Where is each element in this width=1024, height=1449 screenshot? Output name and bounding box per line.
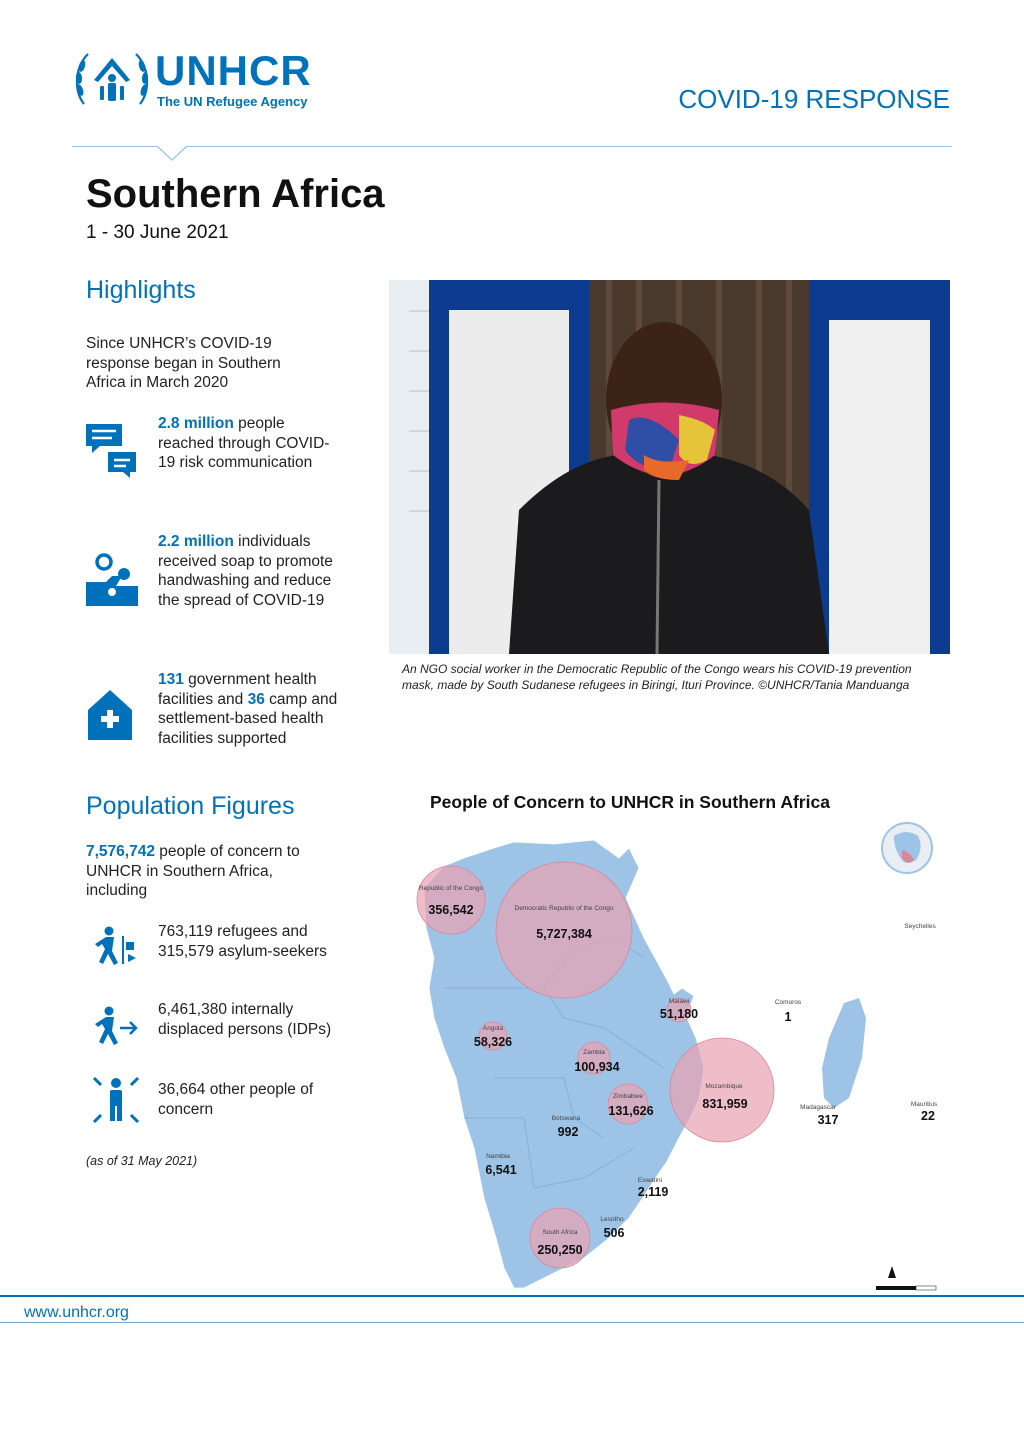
map-country-label-south-africa: South Africa (542, 1229, 578, 1236)
highlight-item-soap (158, 532, 340, 610)
map-country-label-namibia: Namibia (486, 1153, 510, 1160)
map-country-label-zimbabwe: Zimbabwe (613, 1093, 643, 1100)
map-value-label-zambia: 100,934 (574, 1060, 620, 1074)
population-item-idps: 6,461,380 internally displaced persons (IDPs) (158, 1001, 332, 1038)
highlight-value: 2.8 million (158, 415, 234, 432)
highlights-intro: Since UNHCR’s COVID-19 response began in Southern Africa in March 2020 (86, 335, 281, 391)
map-country-label-mozambique: Mozambique (705, 1083, 743, 1090)
map-country-label-eswatini: Eswatini (637, 1177, 663, 1184)
soap-hands-icon (84, 552, 140, 608)
map-value-label-mozambique: 831,959 (702, 1097, 748, 1111)
map-country-label-republic-of-the-congo: Republic of the Congo (418, 885, 484, 892)
map-value-label-democratic-republic-of-the-congo: 5,727,384 (536, 927, 592, 941)
caret-down-icon (157, 146, 187, 162)
map-country-label-seychelles: Seychelles (904, 923, 936, 930)
map-bubble-south-africa (530, 1208, 590, 1268)
date-range: 1 - 30 June 2021 (86, 222, 229, 243)
map-title: People of Concern to UNHCR in Southern Africa (430, 792, 830, 812)
map-value-label-angola: 58,326 (473, 1035, 513, 1049)
map-value-label-zimbabwe: 131,626 (608, 1104, 654, 1118)
highlight-text-2: camp and settlement-based health facilities supported (158, 690, 338, 747)
highlight-text: individuals received soap to promote handwashing and reduce the spread of COVID-19 (158, 533, 333, 609)
highlight-value-2: 36 (247, 690, 265, 708)
highlight-value: 2.2 million (158, 533, 234, 550)
logo-tagline: The UN Refugee Agency (157, 94, 308, 109)
map-country-label-democratic-republic-of-the-congo: Democratic Republic of the Congo (514, 905, 614, 912)
map-value-label-south-africa: 250,250 (537, 1243, 583, 1257)
map-country-label-botswana: Botswana (551, 1115, 581, 1122)
refugee-icon (94, 926, 140, 972)
map-country-label-angola: Angola (482, 1025, 504, 1032)
photo-illustration (389, 280, 950, 654)
photo-caption: An NGO social worker in the Democratic Republic of the Congo wears his COVID-19 prevention mask, made by South Sudanese refugees in Biringi, Ituri Province. ©UNHCR/Tania Manduanga (402, 662, 912, 692)
footer-divider-lower (0, 1322, 1024, 1323)
map-country-label-malawi: Malawi (668, 998, 690, 1005)
footer-divider (0, 1295, 1024, 1297)
health-facility-icon (88, 688, 144, 744)
highlight-item-risk-communication (158, 414, 338, 473)
map-country-label-lesotho: Lesotho (600, 1216, 624, 1223)
cover-photo (389, 280, 950, 654)
scale-bar (876, 1286, 936, 1290)
speech-bubbles-icon (84, 422, 140, 478)
north-arrow-icon (888, 1266, 896, 1278)
map-country-label-mauritius: Mauritius (910, 1101, 938, 1108)
map-value-label-malawi: 51,180 (659, 1007, 699, 1021)
map-country-label-zambia: Zambia (583, 1049, 605, 1056)
map-country-label-madagascar: Madagascar (800, 1104, 836, 1111)
map-value-label-namibia: 6,541 (485, 1163, 517, 1177)
highlight-item-health-facilities (158, 670, 338, 748)
other-people-icon (92, 1076, 140, 1124)
logo-wordmark: UNHCR (155, 47, 312, 94)
population-total (86, 842, 336, 901)
map-value-label-eswatini: 2,119 (637, 1185, 669, 1199)
population-total-text: people of concern to UNHCR in Southern Africa, including (86, 843, 300, 899)
population-as-of: (as of 31 May 2021) (86, 1154, 198, 1168)
unhcr-laurel-logo-icon (72, 46, 152, 116)
highlights-heading: Highlights (86, 276, 196, 304)
map-value-label-lesotho: 506 (603, 1226, 625, 1240)
map-value-label-mauritius: 22 (921, 1109, 935, 1123)
map-value-label-republic-of-the-congo: 356,542 (428, 903, 474, 917)
highlight-text: people reached through COVID-19 risk communication (158, 415, 330, 471)
population-total-value: 7,576,742 (86, 843, 155, 860)
locator-globe-icon (882, 823, 932, 873)
population-item-refugees: 763,119 refugees and 315,579 asylum-seekers (158, 923, 327, 960)
madagascar-shape (822, 998, 866, 1108)
idp-icon (94, 1006, 140, 1052)
highlight-value: 131 (158, 671, 184, 688)
population-item-other: 36,664 other people of concern (158, 1081, 314, 1118)
highlight-text: government health facilities and (158, 671, 317, 708)
header-divider (72, 146, 952, 147)
report-type-label: COVID-19 RESPONSE (678, 84, 950, 114)
map-value-label-madagascar: 317 (817, 1113, 839, 1127)
footer-link[interactable]: www.unhcr.org (24, 1304, 129, 1321)
southern-africa-map (404, 818, 1004, 1296)
population-heading: Population Figures (86, 792, 295, 820)
map-country-label-comoros: Comoros (774, 999, 802, 1006)
map-bubble-mozambique (670, 1038, 774, 1142)
map-bubble-republic-of-the-congo (417, 866, 485, 934)
map-value-label-comoros: 1 (784, 1010, 792, 1024)
map-value-label-botswana: 992 (557, 1125, 579, 1139)
page-title: Southern Africa (86, 172, 385, 216)
